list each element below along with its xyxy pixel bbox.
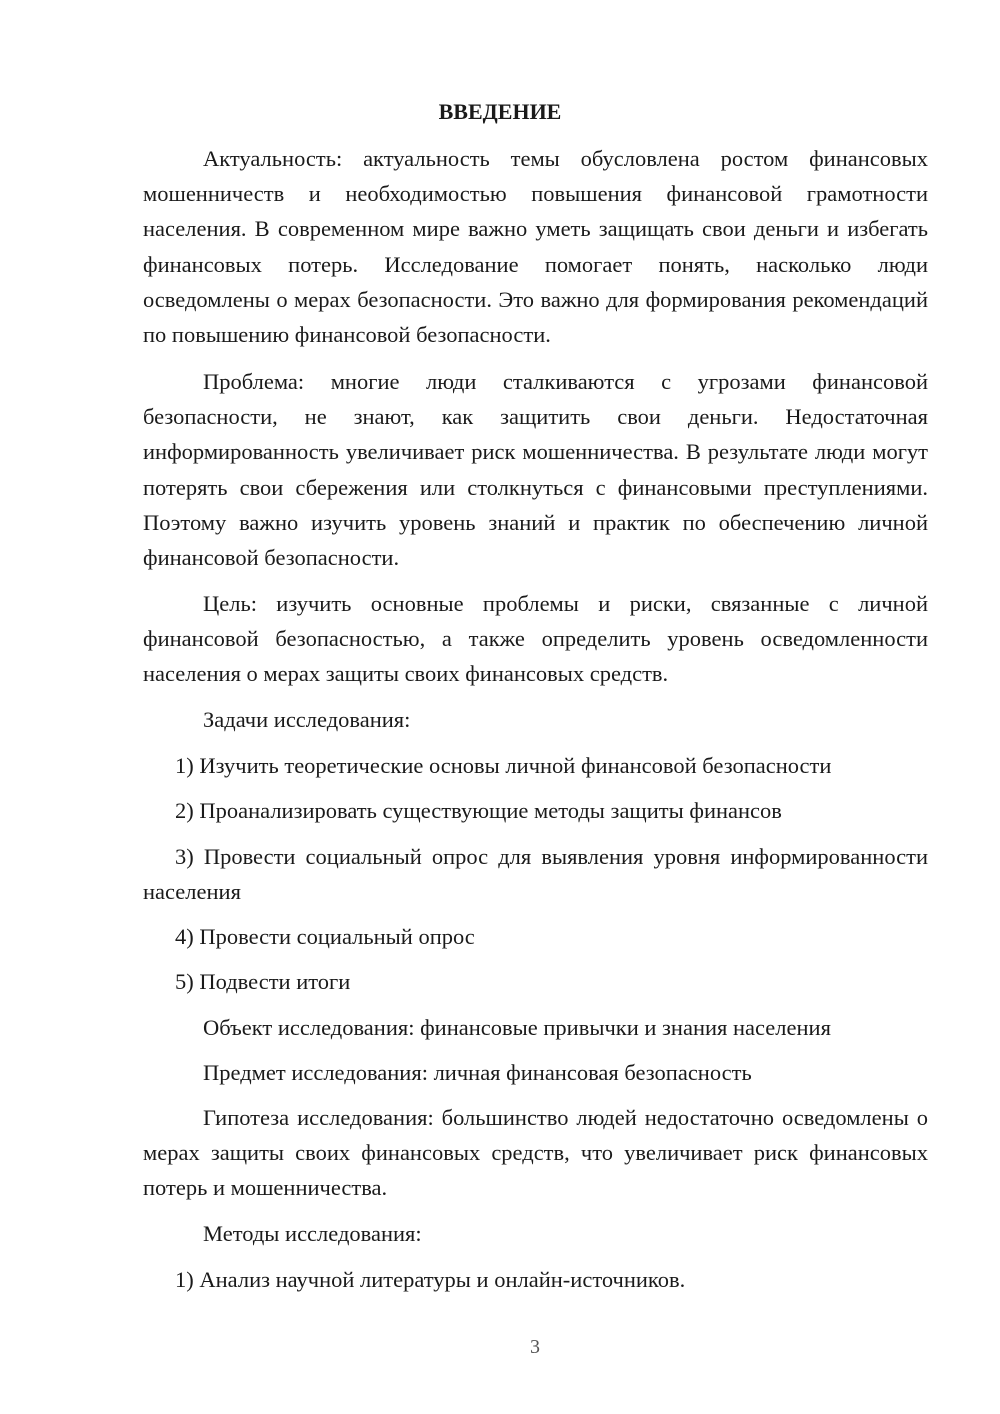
task-item: 2) Проанализировать существующие методы защиты финансов bbox=[175, 798, 782, 823]
research-hypothesis: Гипотеза исследования: большинство людей недостаточно осведомлены о мерах защиты своих финансовых средств, что увеличивает риск финансовых потерь и мошенничества. bbox=[143, 1105, 928, 1201]
research-object: Объект исследования: финансовые привычки и знания населения bbox=[203, 1015, 831, 1040]
paragraph-problem: Проблема: многие люди сталкиваются с угрозами финансовой безопасности, не знают, как защитить свои деньги. Недостаточная информированность увеличивает риск мошенничества. В результате люди могут потерять свои сбережения или столкнуться с финансовыми преступлениями. Поэтому важно изучить уровень знаний и практик по обеспечению личной финансовой безопасности. bbox=[143, 369, 928, 571]
task-item: 4) Провести социальный опрос bbox=[175, 924, 475, 949]
paragraph-relevance: Актуальность: актуальность темы обусловлена ростом финансовых мошенничеств и необходимостью повышения финансовой грамотности населения. В современном мире важно уметь защищать свои деньги и избегать финансовых потерь. Исследование помогает понять, насколько люди осведомлены о мерах безопасности. Это важно для формирования рекомендаций по повышению финансовой безопасности. bbox=[143, 146, 928, 348]
task-item: 5) Подвести итоги bbox=[175, 969, 351, 994]
method-item: 1) Анализ научной литературы и онлайн-источников. bbox=[175, 1267, 686, 1292]
task-item: 1) Изучить теоретические основы личной финансовой безопасности bbox=[175, 753, 832, 778]
paragraph-goal: Цель: изучить основные проблемы и риски, связанные с личной финансовой безопасностью, а также определить уровень осведомленности населения о мерах защиты своих финансовых средств. bbox=[143, 591, 928, 687]
methods-heading: Методы исследования: bbox=[203, 1221, 422, 1246]
task-item: 3) Провести социальный опрос для выявления уровня информированности населения bbox=[143, 844, 928, 905]
tasks-heading: Задачи исследования: bbox=[203, 707, 411, 732]
page-number: 3 bbox=[530, 1336, 540, 1358]
research-subject: Предмет исследования: личная финансовая безопасность bbox=[203, 1060, 752, 1085]
page-title: ВВЕДЕНИЕ bbox=[438, 99, 562, 124]
